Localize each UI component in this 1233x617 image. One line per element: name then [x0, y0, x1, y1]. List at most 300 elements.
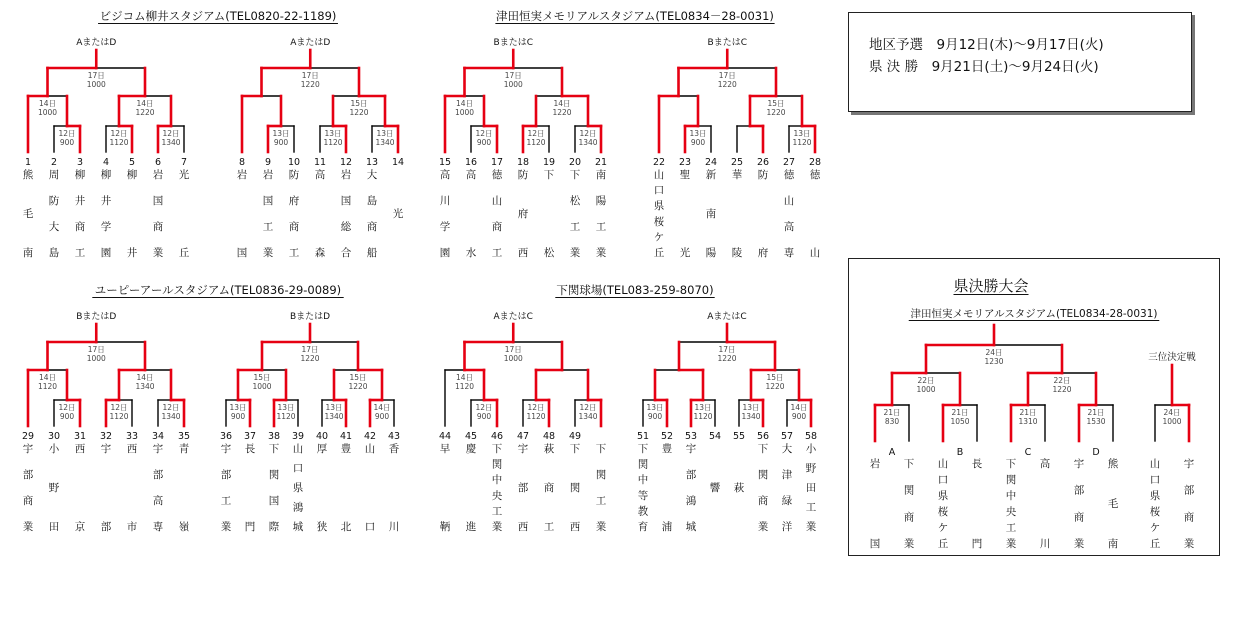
svg-text:口: 口 — [653, 184, 665, 197]
svg-text:43: 43 — [387, 431, 401, 442]
svg-text:三位決定戦: 三位決定戦 — [1148, 352, 1196, 363]
svg-text:徳: 徳 — [809, 169, 821, 181]
svg-text:大: 大 — [48, 221, 60, 233]
svg-text:下: 下 — [569, 443, 581, 455]
svg-text:中: 中 — [491, 474, 503, 487]
svg-text:12日: 12日 — [527, 129, 545, 138]
svg-text:高: 高 — [314, 169, 326, 181]
svg-text:1220: 1220 — [766, 108, 786, 117]
svg-text:12日: 12日 — [579, 403, 597, 412]
svg-text:城: 城 — [685, 521, 697, 533]
svg-text:40: 40 — [315, 431, 329, 442]
svg-text:教: 教 — [637, 505, 649, 518]
svg-text:鞆: 鞆 — [439, 521, 451, 533]
svg-text:岩: 岩 — [236, 169, 248, 181]
svg-text:ビジコム柳井スタジアム(TEL0820-22-1189): ビジコム柳井スタジアム(TEL0820-22-1189) — [99, 9, 337, 23]
svg-text:防: 防 — [517, 169, 529, 181]
svg-text:部: 部 — [152, 469, 164, 481]
svg-text:津田恒実メモリアルスタジアム(TEL0834-28-0031: 津田恒実メモリアルスタジアム(TEL0834-28-0031) — [910, 308, 1158, 320]
svg-text:鴻: 鴻 — [292, 501, 304, 514]
svg-text:35: 35 — [177, 431, 191, 442]
svg-text:丘: 丘 — [178, 247, 190, 259]
svg-text:部: 部 — [1073, 484, 1085, 497]
svg-text:岩: 岩 — [152, 169, 164, 181]
svg-text:1050: 1050 — [950, 417, 970, 426]
svg-text:光: 光 — [178, 169, 190, 181]
svg-text:39: 39 — [291, 431, 305, 442]
schedule-line-final: 県 決 勝 9月21日(土)～9月24日(火) — [869, 58, 1099, 75]
svg-text:業: 業 — [757, 521, 769, 533]
svg-text:14日: 14日 — [455, 373, 474, 382]
svg-text:1220: 1220 — [349, 108, 369, 117]
schedule-line-district: 地区予選 9月12日(木)～9月17日(火) — [869, 37, 1104, 53]
svg-text:12日: 12日 — [162, 403, 180, 412]
svg-text:12: 12 — [339, 157, 353, 168]
svg-text:府: 府 — [517, 208, 529, 220]
svg-text:部: 部 — [220, 469, 232, 481]
svg-text:8: 8 — [238, 157, 246, 168]
svg-text:関: 関 — [595, 469, 607, 481]
svg-text:1310: 1310 — [1018, 417, 1038, 426]
svg-text:23: 23 — [678, 157, 692, 168]
svg-text:陽: 陽 — [595, 195, 607, 207]
svg-text:業: 業 — [262, 247, 274, 259]
svg-text:B: B — [956, 447, 964, 458]
svg-text:宇: 宇 — [1073, 458, 1085, 470]
svg-text:部: 部 — [100, 521, 112, 533]
svg-text:17日: 17日 — [87, 71, 105, 80]
svg-text:900: 900 — [647, 412, 663, 421]
svg-text:13日: 13日 — [742, 403, 760, 412]
svg-text:工: 工 — [220, 495, 232, 507]
svg-text:関: 関 — [757, 469, 769, 481]
svg-text:37: 37 — [243, 431, 257, 442]
svg-text:柳: 柳 — [100, 169, 112, 181]
svg-text:1340: 1340 — [161, 138, 181, 147]
svg-text:県: 県 — [1149, 490, 1161, 502]
svg-text:部: 部 — [22, 469, 34, 481]
svg-text:山: 山 — [491, 195, 503, 207]
svg-text:津田恒実メモリアルスタジアム(TEL0834－28-0031: 津田恒実メモリアルスタジアム(TEL0834－28-0031) — [496, 9, 774, 23]
svg-text:1340: 1340 — [578, 412, 598, 421]
svg-text:商: 商 — [543, 482, 555, 494]
svg-text:13日: 13日 — [277, 403, 295, 412]
svg-text:11: 11 — [313, 157, 327, 168]
svg-text:業: 業 — [220, 521, 232, 533]
svg-text:12日: 12日 — [579, 129, 597, 138]
svg-text:17日: 17日 — [718, 345, 736, 354]
svg-text:井: 井 — [126, 247, 138, 259]
svg-text:1120: 1120 — [526, 138, 546, 147]
svg-text:14日: 14日 — [373, 403, 391, 412]
svg-text:光: 光 — [679, 247, 691, 259]
svg-text:宇: 宇 — [22, 443, 34, 455]
svg-text:長: 長 — [244, 443, 256, 455]
svg-text:丘: 丘 — [653, 247, 665, 259]
svg-text:田: 田 — [48, 521, 60, 533]
svg-text:育: 育 — [637, 521, 649, 533]
svg-text:大: 大 — [781, 443, 793, 455]
svg-text:慶: 慶 — [465, 443, 477, 455]
svg-text:口: 口 — [937, 474, 949, 486]
svg-text:井: 井 — [74, 195, 86, 207]
svg-text:9: 9 — [264, 157, 272, 168]
svg-text:1000: 1000 — [916, 385, 936, 394]
svg-text:市: 市 — [126, 521, 138, 533]
svg-text:24日: 24日 — [1163, 408, 1181, 417]
svg-text:12日: 12日 — [162, 129, 180, 138]
svg-text:萩: 萩 — [543, 443, 555, 455]
svg-text:下: 下 — [268, 443, 280, 455]
svg-text:900: 900 — [476, 412, 492, 421]
svg-text:12日: 12日 — [58, 403, 76, 412]
svg-text:下: 下 — [595, 443, 607, 455]
svg-text:1120: 1120 — [693, 412, 713, 421]
svg-text:南: 南 — [22, 247, 34, 259]
svg-text:業: 業 — [152, 247, 164, 259]
svg-text:島: 島 — [48, 247, 60, 259]
svg-text:関: 関 — [569, 482, 581, 494]
svg-text:中: 中 — [637, 474, 649, 487]
svg-text:工: 工 — [595, 495, 607, 507]
svg-text:下: 下 — [903, 458, 915, 470]
svg-text:34: 34 — [151, 431, 165, 442]
svg-text:萩: 萩 — [733, 482, 745, 494]
svg-text:下: 下 — [569, 169, 581, 181]
svg-text:南: 南 — [1107, 538, 1119, 550]
svg-text:21日: 21日 — [883, 408, 901, 417]
svg-text:38: 38 — [267, 431, 281, 442]
svg-text:小: 小 — [805, 443, 817, 455]
svg-text:17日: 17日 — [87, 345, 105, 354]
svg-text:工: 工 — [74, 247, 86, 259]
svg-text:商: 商 — [1073, 511, 1085, 524]
svg-text:業: 業 — [1183, 538, 1195, 550]
svg-text:54: 54 — [708, 431, 722, 442]
svg-text:国: 国 — [236, 247, 248, 259]
svg-text:2: 2 — [50, 157, 58, 168]
svg-text:県: 県 — [937, 490, 949, 502]
svg-text:部: 部 — [517, 482, 529, 494]
svg-text:13日: 13日 — [325, 403, 343, 412]
svg-text:55: 55 — [732, 431, 746, 442]
svg-text:関: 関 — [637, 458, 649, 471]
svg-text:27: 27 — [782, 157, 796, 168]
svg-text:工: 工 — [491, 247, 503, 259]
svg-text:徳: 徳 — [783, 169, 795, 181]
svg-text:関: 関 — [491, 458, 503, 471]
svg-text:1220: 1220 — [717, 354, 737, 363]
svg-text:陵: 陵 — [731, 247, 743, 259]
svg-text:1340: 1340 — [324, 412, 344, 421]
svg-text:宇: 宇 — [152, 443, 164, 455]
svg-text:国: 国 — [152, 195, 164, 207]
svg-text:工: 工 — [1005, 522, 1017, 534]
svg-text:船: 船 — [366, 247, 378, 259]
svg-text:12日: 12日 — [475, 403, 493, 412]
svg-text:商: 商 — [491, 221, 503, 233]
svg-text:30: 30 — [47, 431, 61, 442]
svg-text:田: 田 — [805, 482, 817, 494]
svg-text:業: 業 — [805, 521, 817, 533]
svg-text:宇: 宇 — [1183, 458, 1195, 470]
svg-text:12日: 12日 — [110, 129, 128, 138]
svg-text:県: 県 — [653, 200, 665, 213]
svg-text:専: 専 — [783, 247, 795, 259]
svg-text:桜: 桜 — [653, 215, 665, 228]
svg-text:17: 17 — [490, 157, 504, 168]
svg-text:専: 専 — [152, 521, 164, 533]
svg-text:宇: 宇 — [100, 443, 112, 455]
svg-text:西: 西 — [517, 521, 529, 533]
svg-text:門: 門 — [244, 521, 256, 533]
svg-text:21日: 21日 — [951, 408, 969, 417]
svg-text:1220: 1220 — [300, 354, 320, 363]
svg-text:岩: 岩 — [262, 169, 274, 181]
svg-text:24日: 24日 — [985, 348, 1003, 357]
svg-text:毛: 毛 — [22, 208, 34, 220]
svg-text:府: 府 — [288, 195, 300, 207]
svg-text:山: 山 — [653, 169, 665, 181]
svg-text:松: 松 — [569, 195, 581, 207]
svg-text:厚: 厚 — [316, 443, 328, 455]
svg-text:14日: 14日 — [790, 403, 808, 412]
svg-text:1220: 1220 — [300, 80, 320, 89]
svg-text:毛: 毛 — [1107, 498, 1119, 510]
svg-text:下: 下 — [491, 443, 503, 455]
svg-text:陽: 陽 — [705, 247, 717, 259]
svg-text:17日: 17日 — [301, 345, 319, 354]
svg-text:1000: 1000 — [503, 80, 523, 89]
svg-text:22: 22 — [652, 157, 666, 168]
svg-text:14日: 14日 — [136, 99, 154, 108]
svg-text:17日: 17日 — [718, 71, 736, 80]
svg-text:900: 900 — [690, 138, 706, 147]
svg-text:13日: 13日 — [229, 403, 247, 412]
svg-text:32: 32 — [99, 431, 113, 442]
svg-text:1340: 1340 — [161, 412, 181, 421]
svg-text:進: 進 — [465, 521, 477, 533]
svg-text:53: 53 — [684, 431, 698, 442]
svg-text:高: 高 — [152, 495, 164, 507]
svg-text:業: 業 — [1005, 538, 1017, 550]
svg-text:31: 31 — [73, 431, 87, 442]
svg-text:13日: 13日 — [694, 403, 712, 412]
svg-text:川: 川 — [388, 521, 400, 533]
svg-text:25: 25 — [730, 157, 744, 168]
svg-text:下: 下 — [1005, 458, 1017, 470]
svg-text:川: 川 — [439, 195, 451, 207]
svg-text:業: 業 — [595, 521, 607, 533]
svg-text:29: 29 — [21, 431, 35, 442]
svg-text:20: 20 — [568, 157, 582, 168]
svg-text:14: 14 — [391, 157, 405, 168]
svg-text:門: 門 — [971, 538, 983, 550]
svg-text:野: 野 — [48, 482, 60, 494]
svg-text:商: 商 — [152, 221, 164, 233]
svg-text:1000: 1000 — [86, 80, 106, 89]
svg-text:北: 北 — [340, 521, 352, 533]
svg-text:周: 周 — [48, 169, 60, 181]
svg-text:光: 光 — [392, 208, 404, 220]
svg-text:商: 商 — [288, 221, 300, 233]
svg-text:豊: 豊 — [661, 443, 673, 455]
svg-text:AまたはD: AまたはD — [76, 38, 117, 48]
svg-text:下関球場(TEL083-259-8070): 下関球場(TEL083-259-8070) — [556, 283, 714, 297]
svg-text:BまたはD: BまたはD — [289, 312, 331, 322]
svg-text:徳: 徳 — [491, 169, 503, 181]
svg-text:中: 中 — [1005, 490, 1017, 502]
svg-text:1120: 1120 — [109, 412, 129, 421]
svg-text:丘: 丘 — [1149, 538, 1161, 550]
svg-text:早: 早 — [439, 443, 451, 455]
svg-text:浦: 浦 — [661, 521, 673, 533]
svg-text:工: 工 — [595, 221, 607, 233]
svg-text:工: 工 — [569, 221, 581, 233]
svg-text:14日: 14日 — [553, 99, 571, 108]
svg-text:14日: 14日 — [455, 99, 474, 108]
svg-text:1000: 1000 — [503, 354, 523, 363]
svg-text:高: 高 — [783, 221, 795, 233]
svg-text:7: 7 — [180, 157, 188, 168]
svg-text:ユーピーアールスタジアム(TEL0836-29-0089): ユーピーアールスタジアム(TEL0836-29-0089) — [94, 283, 342, 297]
svg-text:1220: 1220 — [552, 108, 572, 117]
svg-text:46: 46 — [490, 431, 504, 442]
svg-text:6: 6 — [154, 157, 162, 168]
svg-text:45: 45 — [464, 431, 478, 442]
svg-text:業: 業 — [569, 247, 581, 259]
svg-text:工: 工 — [262, 221, 274, 233]
svg-text:口: 口 — [292, 462, 304, 475]
svg-text:響: 響 — [709, 482, 721, 494]
svg-text:44: 44 — [438, 431, 452, 442]
svg-text:学: 学 — [439, 221, 451, 233]
svg-text:部: 部 — [685, 469, 697, 481]
svg-text:西: 西 — [74, 443, 86, 455]
svg-text:AまたはC: AまたはC — [707, 312, 747, 322]
svg-text:柳: 柳 — [74, 169, 86, 181]
svg-text:岩: 岩 — [869, 458, 881, 470]
svg-text:商: 商 — [74, 221, 86, 233]
svg-text:高: 高 — [439, 169, 451, 181]
svg-text:ケ: ケ — [937, 522, 949, 534]
svg-text:柳: 柳 — [126, 169, 138, 181]
svg-text:業: 業 — [22, 521, 34, 533]
svg-text:防: 防 — [48, 195, 60, 207]
svg-text:ケ: ケ — [653, 231, 665, 244]
svg-text:青: 青 — [178, 443, 190, 455]
svg-text:鴻: 鴻 — [685, 495, 697, 507]
svg-text:小: 小 — [48, 443, 60, 455]
svg-text:1340: 1340 — [578, 138, 598, 147]
svg-text:1120: 1120 — [526, 412, 546, 421]
svg-text:1120: 1120 — [454, 382, 475, 391]
svg-text:21: 21 — [594, 157, 608, 168]
svg-text:900: 900 — [59, 412, 75, 421]
svg-text:1530: 1530 — [1086, 417, 1106, 426]
svg-text:宇: 宇 — [220, 443, 232, 455]
svg-text:防: 防 — [288, 169, 300, 181]
svg-text:国: 国 — [262, 195, 274, 207]
svg-text:21日: 21日 — [1019, 408, 1037, 417]
svg-text:14日: 14日 — [136, 373, 154, 382]
svg-text:京: 京 — [74, 521, 86, 533]
svg-text:西: 西 — [126, 443, 138, 455]
svg-text:14日: 14日 — [38, 99, 57, 108]
svg-text:関: 関 — [903, 484, 915, 497]
svg-text:森: 森 — [314, 247, 326, 259]
svg-text:15日: 15日 — [349, 373, 367, 382]
svg-text:1120: 1120 — [323, 138, 343, 147]
svg-text:洋: 洋 — [781, 521, 793, 533]
svg-text:県: 県 — [292, 482, 304, 494]
svg-text:15: 15 — [438, 157, 452, 168]
svg-text:山: 山 — [364, 443, 376, 455]
svg-text:県決勝大会: 県決勝大会 — [953, 277, 1029, 295]
svg-text:17日: 17日 — [504, 71, 522, 80]
svg-text:900: 900 — [374, 412, 390, 421]
svg-text:高: 高 — [1039, 458, 1051, 470]
svg-text:830: 830 — [884, 417, 900, 426]
svg-text:1220: 1220 — [1052, 385, 1072, 394]
svg-text:宇: 宇 — [517, 443, 529, 455]
svg-text:央: 央 — [491, 489, 503, 502]
svg-text:22日: 22日 — [917, 376, 935, 385]
svg-text:1340: 1340 — [135, 382, 155, 391]
svg-text:13日: 13日 — [376, 129, 394, 138]
svg-text:1120: 1120 — [109, 138, 129, 147]
svg-text:園: 園 — [100, 247, 112, 259]
svg-text:A: A — [888, 447, 896, 458]
svg-text:22日: 22日 — [1053, 376, 1071, 385]
svg-text:1220: 1220 — [765, 382, 785, 391]
svg-text:大: 大 — [366, 169, 378, 181]
svg-text:工: 工 — [805, 501, 817, 514]
svg-text:1000: 1000 — [1162, 417, 1182, 426]
svg-text:商: 商 — [903, 511, 915, 524]
svg-text:12日: 12日 — [475, 129, 493, 138]
svg-text:野: 野 — [805, 462, 817, 475]
svg-text:下: 下 — [757, 443, 769, 455]
svg-text:聖: 聖 — [679, 169, 691, 181]
svg-text:47: 47 — [516, 431, 530, 442]
svg-text:16: 16 — [464, 157, 478, 168]
svg-text:1220: 1220 — [348, 382, 368, 391]
svg-text:AまたはD: AまたはD — [290, 38, 331, 48]
svg-text:900: 900 — [59, 138, 75, 147]
svg-text:1000: 1000 — [37, 108, 58, 117]
svg-text:熊: 熊 — [1107, 458, 1119, 470]
svg-text:合: 合 — [340, 247, 352, 259]
svg-text:山: 山 — [783, 195, 795, 207]
svg-text:19: 19 — [542, 157, 556, 168]
svg-text:13日: 13日 — [793, 129, 811, 138]
svg-text:15日: 15日 — [253, 373, 271, 382]
svg-text:18: 18 — [516, 157, 530, 168]
svg-text:ケ: ケ — [1149, 522, 1161, 534]
svg-text:12日: 12日 — [110, 403, 128, 412]
svg-text:熊: 熊 — [22, 169, 34, 181]
svg-text:AまたはC: AまたはC — [493, 312, 533, 322]
svg-text:33: 33 — [125, 431, 139, 442]
svg-text:1000: 1000 — [86, 354, 106, 363]
svg-text:49: 49 — [568, 431, 582, 442]
svg-text:D: D — [1092, 447, 1100, 458]
svg-text:商: 商 — [22, 495, 34, 507]
svg-text:15日: 15日 — [766, 373, 784, 382]
svg-text:宇: 宇 — [685, 443, 697, 455]
svg-text:10: 10 — [287, 157, 301, 168]
